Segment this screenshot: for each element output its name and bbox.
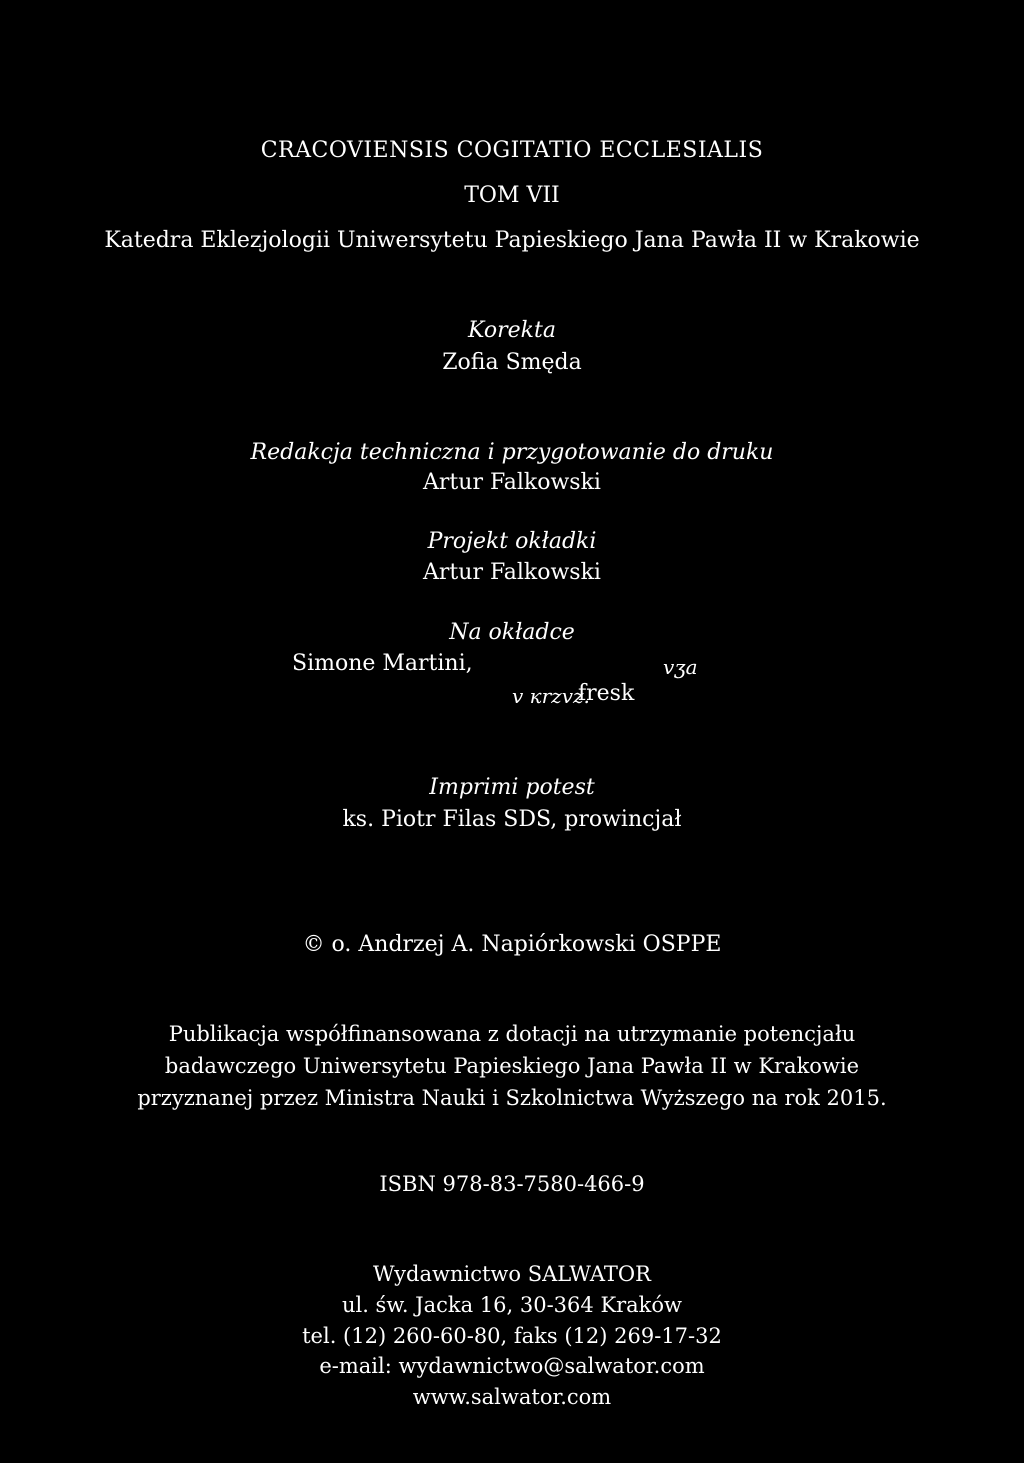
imprimatur-name: ks. Piotr Filas SDS, prowincjał <box>342 807 682 832</box>
cover-image-line1-end: vʒa <box>663 655 698 679</box>
technical-editing-name: Artur Falkowski <box>423 470 601 495</box>
publisher-name: Wydawnictwo SALWATOR <box>373 1262 651 1286</box>
isbn: ISBN 978-83-7580-466-9 <box>379 1172 645 1196</box>
funding-line-3: przyznanej przez Ministra Nauki i Szkolnictwa Wyższego na rok 2015. <box>137 1086 887 1110</box>
cover-image-line1-start: Simone Martini, <box>292 651 473 676</box>
series-title: CRACOVIENSIS COGITATIO ECCLESIALIS <box>260 138 764 163</box>
funding-line-2: badawczego Uniwersytetu Papieskiego Jana Pawła II w Krakowie <box>164 1054 860 1078</box>
publisher-phone: tel. (12) 260-60-80, faks (12) 269-17-32 <box>302 1324 722 1348</box>
imprimatur-label: Imprimi potest <box>429 775 595 800</box>
cover-design-label: Projekt okładki <box>427 529 597 554</box>
cover-design-name: Artur Falkowski <box>423 560 601 585</box>
institution-name: Katedra Eklezjologii Uniwersytetu Papieskiego Jana Pawła II w Krakowie <box>104 228 920 253</box>
cover-image-label: Na okładce <box>449 620 575 645</box>
funding-line-1: Publikacja współfinansowana z dotacji na utrzymanie potencjału <box>168 1022 856 1046</box>
publisher-address: ul. św. Jacka 16, 30-364 Kraków <box>341 1293 683 1317</box>
copyright-notice: © o. Andrzej A. Napiórkowski OSPPE <box>302 932 722 957</box>
proofreading-label: Korekta <box>468 318 556 343</box>
publisher-email: e-mail: wydawnictwo@salwator.com <box>319 1354 705 1378</box>
cover-image-line2-end: fresk <box>578 681 635 706</box>
technical-editing-label: Redakcja techniczna i przygotowanie do druku <box>250 440 774 465</box>
cover-image-line2-start: v кrzvz. <box>512 684 590 708</box>
volume-number: TOM VII <box>464 183 560 208</box>
publisher-website: www.salwator.com <box>412 1385 612 1409</box>
proofreading-name: Zofia Smęda <box>442 350 582 375</box>
